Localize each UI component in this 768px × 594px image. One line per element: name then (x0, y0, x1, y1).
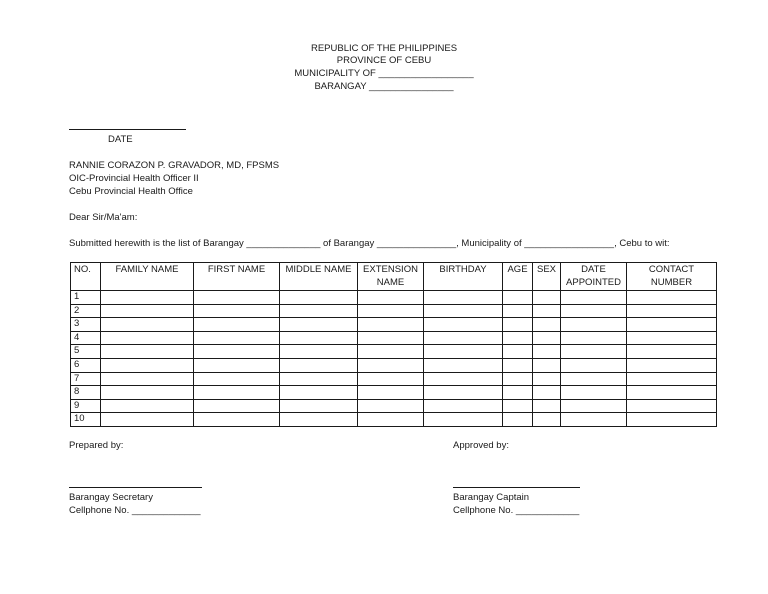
table-cell-date-appointed[interactable] (561, 358, 627, 372)
table-cell-contact-number[interactable] (627, 399, 717, 413)
table-row (71, 413, 717, 427)
table-cell-family-name[interactable] (101, 331, 194, 345)
column-header-date-appointed (561, 263, 627, 291)
row-number: 2 (71, 304, 101, 318)
table-cell-sex[interactable] (533, 413, 561, 427)
table-cell-birthday[interactable] (424, 291, 503, 305)
table-cell-age[interactable] (503, 399, 533, 413)
table-cell-middle-name[interactable] (280, 399, 358, 413)
table-cell-sex[interactable] (533, 345, 561, 359)
header-country: REPUBLIC OF THE PHILIPPINES (310, 43, 458, 54)
table-cell-age[interactable] (503, 331, 533, 345)
row-number: 1 (71, 291, 101, 305)
column-header-text: CONTACT (648, 264, 695, 275)
table-cell-first-name[interactable] (194, 304, 280, 318)
table-cell-first-name[interactable] (194, 386, 280, 400)
column-header-text: AGE (507, 264, 528, 275)
table-cell-contact-number[interactable] (627, 291, 717, 305)
table-cell-age[interactable] (503, 386, 533, 400)
table-cell-birthday[interactable] (424, 413, 503, 427)
table-cell-first-name[interactable] (194, 291, 280, 305)
table-cell-age[interactable] (503, 413, 533, 427)
table-cell-date-appointed[interactable] (561, 291, 627, 305)
table-cell-family-name[interactable] (101, 291, 194, 305)
prepared-signature-line (69, 487, 202, 488)
table-cell-contact-number[interactable] (627, 358, 717, 372)
column-header-text: FIRST NAME (207, 264, 266, 275)
table-cell-contact-number[interactable] (627, 413, 717, 427)
table-cell-extension-name[interactable] (358, 331, 424, 345)
addressee-title: OIC-Provincial Health Officer II (69, 173, 199, 184)
table-cell-first-name[interactable] (194, 413, 280, 427)
table-cell-birthday[interactable] (424, 345, 503, 359)
table-cell-date-appointed[interactable] (561, 345, 627, 359)
table-cell-first-name[interactable] (194, 372, 280, 386)
approved-signature-line (453, 487, 580, 488)
column-header-text: APPOINTED (566, 276, 621, 288)
table-row (71, 372, 717, 386)
table-cell-birthday[interactable] (424, 372, 503, 386)
table-cell-sex[interactable] (533, 386, 561, 400)
column-header-extension-name (358, 263, 424, 291)
table-cell-age[interactable] (503, 345, 533, 359)
column-header-birthday (424, 263, 503, 291)
table-cell-middle-name[interactable] (280, 291, 358, 305)
table-cell-first-name[interactable] (194, 399, 280, 413)
approved-role: Barangay Captain (453, 492, 530, 503)
table-cell-first-name[interactable] (194, 331, 280, 345)
table-cell-birthday[interactable] (424, 399, 503, 413)
table-cell-date-appointed[interactable] (561, 399, 627, 413)
column-header-text: EXTENSION (363, 264, 418, 275)
table-cell-age[interactable] (503, 318, 533, 332)
table-cell-birthday[interactable] (424, 386, 503, 400)
table-cell-middle-name[interactable] (280, 358, 358, 372)
table-cell-contact-number[interactable] (627, 372, 717, 386)
column-header-text: BIRTHDAY (439, 264, 487, 275)
table-cell-sex[interactable] (533, 304, 561, 318)
table-cell-family-name[interactable] (101, 372, 194, 386)
column-header-middle-name (280, 263, 358, 291)
row-number: 9 (71, 399, 101, 413)
date-label: DATE (108, 134, 133, 145)
table-row (71, 304, 717, 318)
table-cell-contact-number[interactable] (627, 331, 717, 345)
table-cell-birthday[interactable] (424, 304, 503, 318)
column-header-text: DATE (581, 264, 606, 275)
table-cell-contact-number[interactable] (627, 304, 717, 318)
table-cell-extension-name[interactable] (358, 358, 424, 372)
addressee-name: RANNIE CORAZON P. GRAVADOR, MD, FPSMS (69, 160, 280, 171)
table-row (71, 386, 717, 400)
table-row (71, 331, 717, 345)
table-cell-middle-name[interactable] (280, 345, 358, 359)
table-cell-contact-number[interactable] (627, 345, 717, 359)
table-cell-extension-name[interactable] (358, 372, 424, 386)
table-cell-birthday[interactable] (424, 331, 503, 345)
column-header-text: MIDDLE NAME (285, 264, 352, 275)
table-cell-family-name[interactable] (101, 304, 194, 318)
row-number: 10 (71, 413, 101, 427)
column-header-text: SEX (536, 264, 556, 275)
date-signature-line (69, 129, 186, 130)
header-municipality: MUNICIPALITY OF __________________ (294, 68, 474, 79)
column-header-text: NAME (376, 276, 405, 288)
salutation: Dear Sir/Ma'am: (69, 212, 138, 223)
table-cell-extension-name[interactable] (358, 386, 424, 400)
table-cell-sex[interactable] (533, 318, 561, 332)
table-cell-family-name[interactable] (101, 318, 194, 332)
approved-phone: Cellphone No. ____________ (453, 505, 580, 516)
table-cell-extension-name[interactable] (358, 399, 424, 413)
table-cell-extension-name[interactable] (358, 304, 424, 318)
table-cell-middle-name[interactable] (280, 304, 358, 318)
row-number: 6 (71, 358, 101, 372)
table-cell-middle-name[interactable] (280, 331, 358, 345)
table-cell-middle-name[interactable] (280, 372, 358, 386)
table-row (71, 291, 717, 305)
table-row (71, 318, 717, 332)
row-number: 4 (71, 331, 101, 345)
table-cell-birthday[interactable] (424, 318, 503, 332)
addressee-office: Cebu Provincial Health Office (69, 186, 193, 197)
table-cell-contact-number[interactable] (627, 318, 717, 332)
table-cell-sex[interactable] (533, 331, 561, 345)
column-header-age (503, 263, 533, 291)
table-cell-middle-name[interactable] (280, 386, 358, 400)
column-header-no (71, 263, 101, 291)
table-cell-age[interactable] (503, 372, 533, 386)
table-cell-sex[interactable] (533, 372, 561, 386)
prepared-phone: Cellphone No. _____________ (69, 505, 201, 516)
table-cell-contact-number[interactable] (627, 386, 717, 400)
column-header-text: NO. (74, 264, 91, 275)
approved-by-label: Approved by: (453, 440, 509, 451)
prepared-role: Barangay Secretary (69, 492, 153, 503)
row-number: 7 (71, 372, 101, 386)
table-header-row (71, 263, 717, 291)
table-cell-date-appointed[interactable] (561, 413, 627, 427)
body-text: Submitted herewith is the list of Barangay ______________ of Barangay _______________, Municipality of _________________, Cebu to wit: (69, 238, 670, 249)
table-body (71, 291, 717, 427)
header-barangay: BARANGAY ________________ (314, 81, 454, 92)
row-number: 3 (71, 318, 101, 332)
table-cell-extension-name[interactable] (358, 413, 424, 427)
table-cell-age[interactable] (503, 304, 533, 318)
table-cell-date-appointed[interactable] (561, 331, 627, 345)
table-cell-extension-name[interactable] (358, 291, 424, 305)
table-cell-family-name[interactable] (101, 399, 194, 413)
column-header-family-name (101, 263, 194, 291)
table-cell-family-name[interactable] (101, 358, 194, 372)
table-cell-date-appointed[interactable] (561, 386, 627, 400)
column-header-first-name (194, 263, 280, 291)
column-header-sex (533, 263, 561, 291)
table-row (71, 399, 717, 413)
table-cell-date-appointed[interactable] (561, 372, 627, 386)
table-cell-age[interactable] (503, 358, 533, 372)
row-number: 8 (71, 386, 101, 400)
table-cell-first-name[interactable] (194, 345, 280, 359)
table-cell-first-name[interactable] (194, 358, 280, 372)
table-row (71, 345, 717, 359)
header-province: PROVINCE OF CEBU (336, 55, 432, 66)
table-cell-family-name[interactable] (101, 386, 194, 400)
table-cell-first-name[interactable] (194, 318, 280, 332)
table-cell-family-name[interactable] (101, 345, 194, 359)
table-cell-age[interactable] (503, 291, 533, 305)
table-cell-sex[interactable] (533, 291, 561, 305)
table-cell-middle-name[interactable] (280, 413, 358, 427)
table-cell-sex[interactable] (533, 358, 561, 372)
table-cell-middle-name[interactable] (280, 318, 358, 332)
table-row (71, 358, 717, 372)
table-cell-birthday[interactable] (424, 358, 503, 372)
table-cell-sex[interactable] (533, 399, 561, 413)
column-header-contact-number (627, 263, 717, 291)
prepared-by-label: Prepared by: (69, 440, 124, 451)
roster-table (70, 262, 717, 427)
column-header-text: FAMILY NAME (115, 264, 179, 275)
table-cell-date-appointed[interactable] (561, 304, 627, 318)
column-header-text: NUMBER (650, 276, 693, 288)
row-number: 5 (71, 345, 101, 359)
table-cell-extension-name[interactable] (358, 345, 424, 359)
table-cell-extension-name[interactable] (358, 318, 424, 332)
table-cell-family-name[interactable] (101, 413, 194, 427)
table-cell-date-appointed[interactable] (561, 318, 627, 332)
